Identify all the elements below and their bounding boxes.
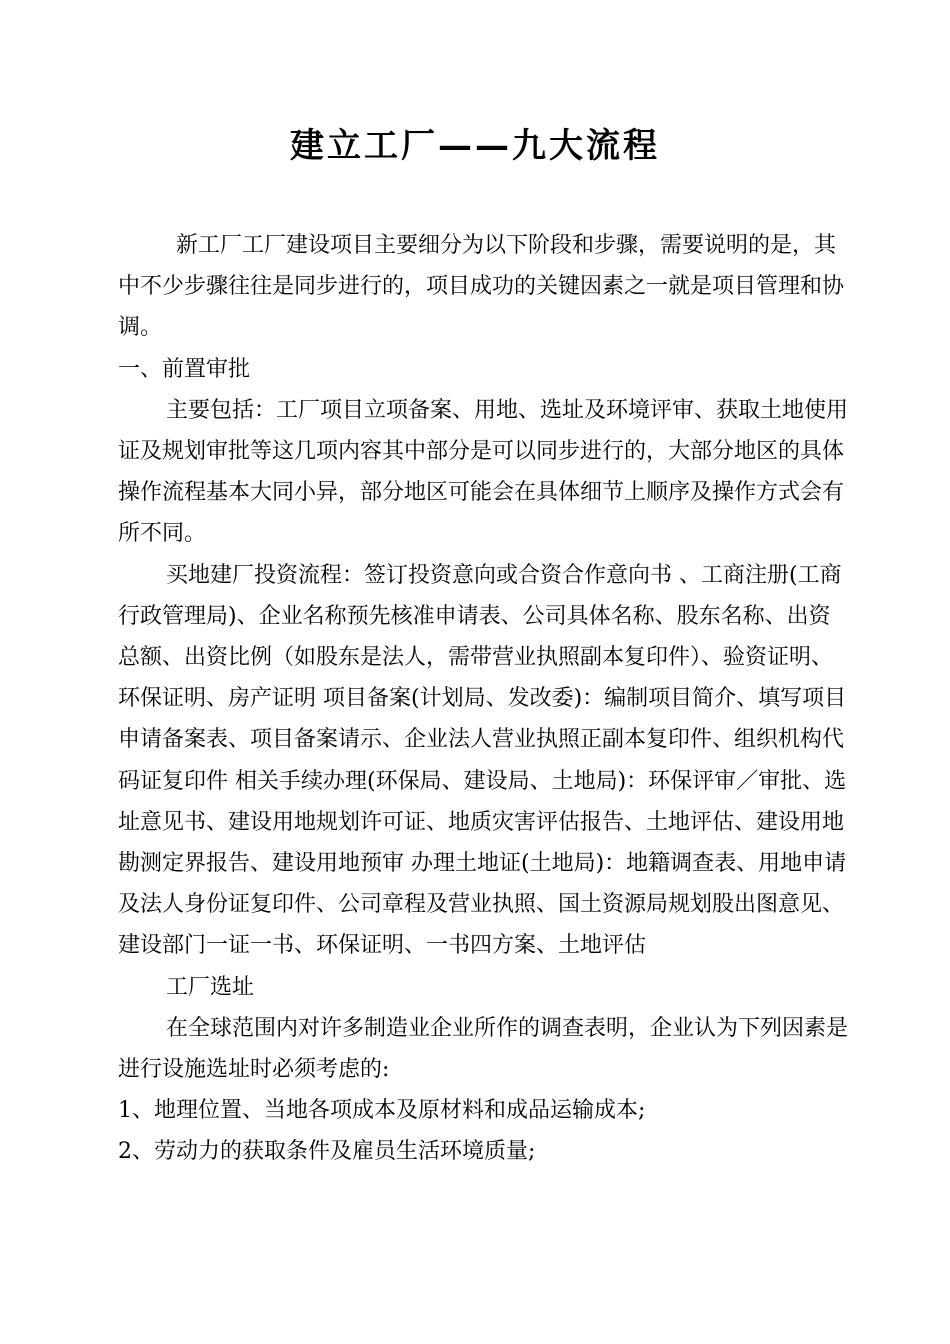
section-heading-pre-approval: 一、前置审批 xyxy=(118,356,251,382)
document-title: 建立工厂——九大流程 xyxy=(290,126,660,166)
pre-approval-paragraph: 主要包括：工厂项目立项备案、用地、选址及环境评审、获取土地使用证及规划审批等这几项内容其中部分是可以同步进行的，大部分地区的具体操作流程基本大同小异，部分地区可能会在具体细节上顺序及操作方式会有所不同。 xyxy=(118,397,849,547)
investment-process-paragraph: 买地建厂投资流程：签订投资意向或合资合作意向书 、工商注册(工商行政管理局)、企业名称预先核准申请表、公司具体名称、股东名称、出资总额、出资比例（如股东是法人，需带营业执照副本复印件）、验资证明、环保证明、房产证明 项目备案(计划局、发改委)：编制项目简介、填写项目申请备案表、项目备案请示、企业法人营业执照正副本复印件、组织机构代码证复印件 相关手续办理(环保局、建设局、土地局)：环保评审／审批、选址意见书、建设用地规划许可证、地质灾害评估报告、土地评估、建设用地勘测定界报告、建设用地预审 办理土地证(土地局)：地籍调查表、用地申请及法人身份证复印件、公司章程及营业执照、国土资源局规划股出图意见、建设部门一证一书、环保证明、一书四方案、土地评估 xyxy=(118,562,847,959)
intro-paragraph: 新工厂工厂建设项目主要细分为以下阶段和步骤，需要说明的是，其中不少步骤往往是同步进行的，项目成功的关键因素之一就是项目管理和协调。 xyxy=(118,233,845,341)
site-selection-paragraph: 在全球范围内对许多制造业企业所作的调查表明，企业认为下列因素是进行设施选址时必须考虑的: xyxy=(118,1015,849,1083)
document-body xyxy=(118,225,848,1173)
list-item-2: 2、劳动力的获取条件及雇员生活环境质量; xyxy=(118,1139,536,1165)
list-item-1: 1、地理位置、当地各项成本及原材料和成品运输成本; xyxy=(118,1098,646,1124)
section-heading-site-selection: 工厂选址 xyxy=(166,974,255,1000)
